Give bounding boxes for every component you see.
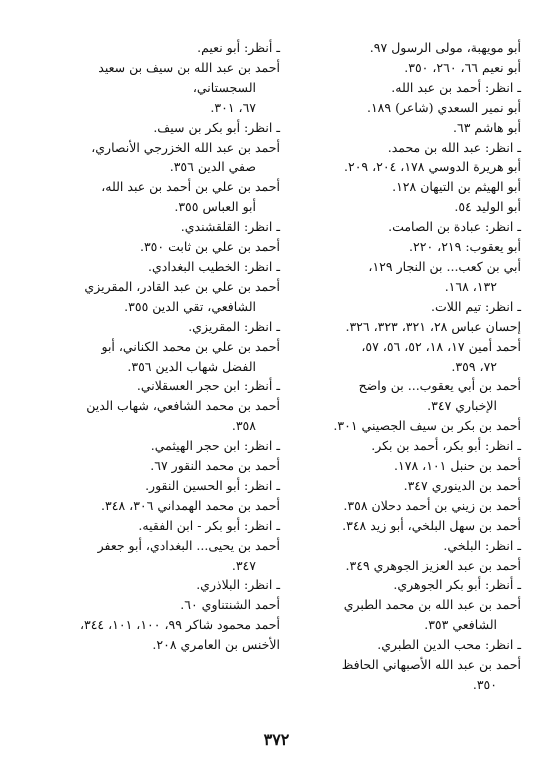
index-entry: ـ انظر: المقريزي. — [188, 318, 280, 334]
index-entry: أبو نعيم ٦٦، ٢٦٠، ٣٥٠. — [404, 59, 521, 75]
index-entry: ٣٥٠. — [472, 677, 497, 692]
index-entry: إحسان عباس ٢٨، ٣٢١، ٣٢٣، ٣٢٦. — [345, 318, 521, 334]
index-entry: ـ انظر: أبو الحسين النقور. — [145, 477, 280, 493]
index-entry: أحمد بن يحيى... البغدادي، أبو جعفر — [97, 537, 280, 553]
index-entry: أبو الوليد ٥٤. — [454, 199, 521, 215]
index-entry: الفضل شهاب الدين ٣٥٦. — [127, 358, 256, 374]
index-entry: أبو هريرة الدوسي ١٧٨، ٢٠٤، ٢٠٩. — [344, 159, 521, 175]
index-entry: أحمد بن علي بن عبد القادر، المقريزي — [84, 278, 280, 294]
index-entry: ـ انظر: عبد الله بن محمد. — [387, 139, 521, 155]
index-entry: أحمد بن علي بن أحمد بن عبد الله، — [101, 179, 280, 195]
index-entry: ٧٢، ٣٥٩. — [451, 358, 497, 374]
index-entry: ـ أنظر: أبو بكر الجوهري. — [393, 577, 521, 593]
index-entry: أحمد الشنتناوي ٦٠. — [180, 597, 280, 613]
index-entry: أحمد بن عبد الله الخزرجي الأنصاري، — [91, 139, 280, 155]
index-entry: أحمد بن زيني بن أحمد دحلان ٣٥٨. — [343, 497, 521, 513]
index-entry: ـ انظر: البلاذري. — [196, 577, 280, 593]
index-entry: السجستاني، — [192, 79, 256, 95]
index-entry: ٣٤٧. — [231, 557, 256, 573]
index-entry: ١٣٢، ١٦٨. — [444, 278, 497, 294]
index-entry: أبو نمير السعدي (شاعر) ١٨٩. — [366, 99, 521, 115]
page-number: ٣٧٢ — [263, 730, 290, 749]
index-entry: أحمد بن أبي يعقوب... بن واضح — [358, 378, 521, 394]
index-entry: أبو يعقوب: ٢١٩، ٢٢٠. — [409, 239, 521, 255]
index-entry: أحمد أمين ١٧، ١٨، ٥٢، ٥٦، ٥٧، — [361, 338, 521, 354]
index-entry: ٦٧، ٣٠١. — [210, 99, 256, 115]
index-entry: أبو مويهبة، مولى الرسول ٩٧. — [369, 40, 521, 55]
index-entry: أحمد بن عبد الله بن محمد الطبري — [343, 597, 521, 613]
index-entry: ـ انظر: أبو بكر - ابن الفقيه. — [138, 517, 280, 533]
index-entry: صفي الدين ٣٥٦. — [169, 159, 256, 175]
index-entry: أحمد بن الدينوري ٣٤٧. — [403, 477, 521, 493]
index-entry: أحمد بن سهل البلخي، أبو زيد ٣٤٨. — [342, 517, 521, 533]
index-entry: ٣٥٨. — [231, 418, 256, 434]
index-column-left — [28, 38, 280, 655]
index-entry: أبي بن كعب... بن النجار ١٢٩، — [368, 258, 521, 274]
index-entry: أحمد بن محمد الهمداني ٣٠٦، ٣٤٨. — [101, 497, 280, 513]
index-entry: أبو هاشم ٦٣. — [453, 119, 521, 135]
index-entry: أحمد بن بكر بن سيف الجصيني ٣٠١. — [333, 418, 521, 434]
index-entry: ـ انظر: تيم اللات. — [431, 298, 521, 314]
index-entry: ـ انظر: أحمد بن عبد الله. — [391, 79, 521, 95]
index-entry: ـ انظر: عبادة بن الصامت. — [388, 219, 521, 235]
index-entry: أحمد بن عبد الله بن سيف بن سعيد — [98, 59, 280, 75]
index-entry: أبو الهيثم بن التيهان ١٢٨. — [392, 179, 521, 195]
index-entry: أحمد محمود شاكر ٩٩، ١٠٠، ١٠١، ٣٤٤، — [79, 617, 280, 633]
index-entry: أحمد بن عبد الله الأصبهاني الحافظ — [341, 657, 521, 673]
index-entry: أحمد بن محمد النقور ٦٧. — [150, 458, 280, 474]
index-entry: ـ انظر: القلقشندي. — [180, 219, 280, 235]
index-entry: ـ أنظر: ابن حجر العسقلاني. — [136, 378, 280, 394]
index-entry: أحمد بن محمد الشافعي، شهاب الدين — [86, 398, 280, 414]
index-entry: ـ انظر: ابن حجر الهيثمي. — [150, 438, 280, 454]
index-entry: أحمد بن حنبل ١٠١، ١٧٨. — [394, 458, 521, 474]
index-entry: الإخباري ٣٤٧. — [427, 398, 497, 414]
index-entry: ـ أنظر: أبو نعيم. — [197, 40, 280, 55]
index-entry: أحمد بن علي بن ثابت ٣٥٠. — [139, 239, 280, 255]
index-entry: الأخنس بن العامري ٢٠٨. — [152, 637, 280, 653]
index-entry: أحمد بن علي بن محمد الكناني، أبو — [101, 338, 280, 354]
index-entry: ـ انظر: أبو بكر، أحمد بن بكر. — [371, 438, 521, 454]
index-entry: الشافعي، تقي الدين ٣٥٥. — [124, 298, 256, 314]
index-entry: أبو العباس ٣٥٥. — [174, 199, 256, 215]
index-column-right — [269, 38, 521, 695]
index-entry: ـ انظر: أبو بكر بن سيف. — [153, 119, 280, 135]
index-entry: الشافعي ٣٥٣. — [424, 617, 497, 633]
index-entry: ـ انظر: الخطيب البغدادي. — [148, 258, 280, 274]
index-entry: أحمد بن عبد العزيز الجوهري ٣٤٩. — [345, 557, 521, 573]
index-entry: ـ انظر: البلخي. — [443, 537, 521, 553]
index-entry: ـ انظر: محب الدين الطبري. — [377, 637, 521, 653]
